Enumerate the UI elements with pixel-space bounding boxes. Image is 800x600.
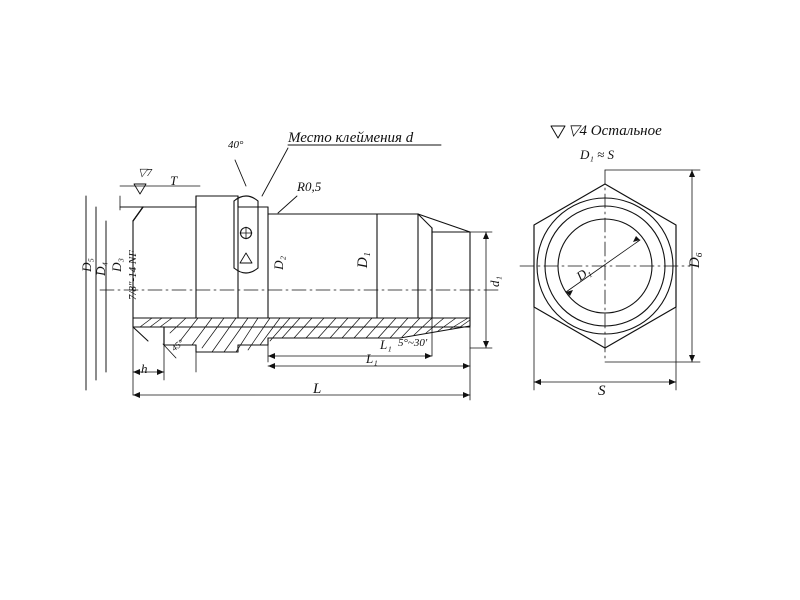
angle-40-label: 40°: [228, 139, 244, 151]
surface-finish-note: ▽4 Остальное: [568, 123, 662, 139]
dim-D1-label: D₁: [355, 252, 371, 269]
thread-spec-label: 7/8"-14 NF: [127, 250, 139, 301]
surface-mark-7-label: ▽7: [138, 167, 152, 179]
dim-D2-label: D₂: [271, 256, 286, 270]
dim-D6-label: D₆: [687, 252, 703, 269]
dim-D5-label: D₅: [79, 258, 94, 272]
dim-L1-inner-label: L₁: [380, 337, 392, 352]
angle-taper-label: 5°~30': [398, 337, 428, 349]
dim-h-label: h: [141, 361, 148, 376]
dim-d1-label: d₁: [487, 276, 502, 288]
dim-T-label: T: [170, 173, 178, 188]
marking-note: Место клеймения d: [288, 130, 414, 146]
dim-D4-label: D₄: [93, 262, 108, 276]
dim-S-label: S: [598, 383, 606, 399]
chamfer-45-label: 45°: [169, 337, 186, 354]
d1-approx-s-note: D₁ ≈ S: [580, 147, 615, 162]
dim-D3-label: D₃: [109, 258, 124, 272]
dim-L1-label: L₁: [366, 351, 378, 366]
dim-D1-hex-label: D₁: [573, 263, 594, 284]
radius-note: R0,5: [297, 179, 322, 194]
dim-L-label: L: [313, 381, 322, 397]
